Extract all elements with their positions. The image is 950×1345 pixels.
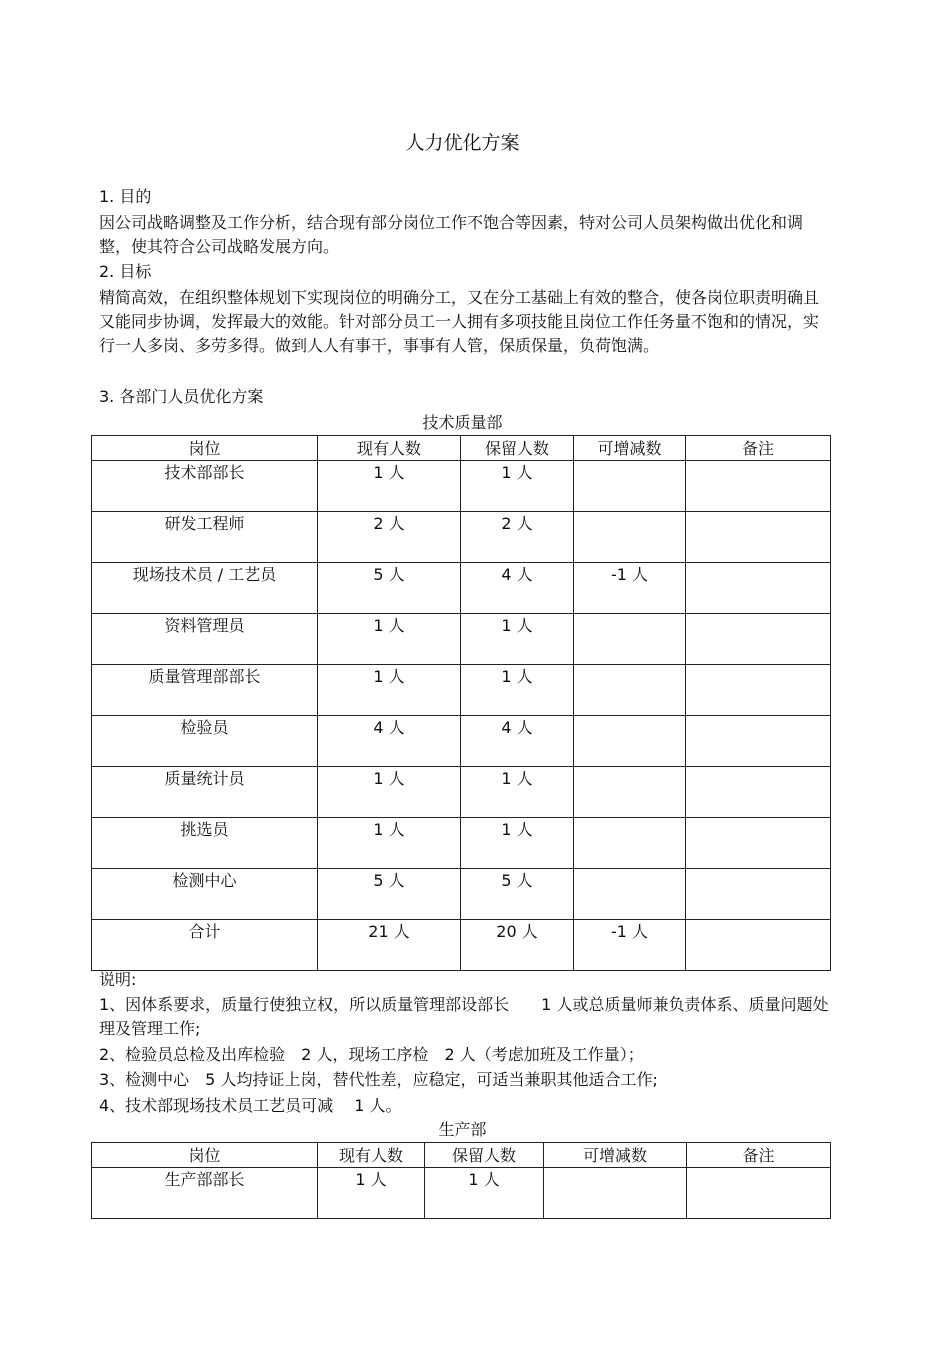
cell-current: 5 人: [318, 563, 461, 614]
cell-change: -1 人: [574, 563, 686, 614]
cell-remarks: [686, 614, 831, 665]
cell-change: [544, 1168, 687, 1219]
cell-retained: 5 人: [461, 869, 574, 920]
section-2-heading: 2. 目标: [99, 262, 152, 281]
cell-post: 质量统计员: [92, 767, 318, 818]
notes-label: 说明:: [99, 970, 137, 989]
cell-remarks: [687, 1168, 831, 1219]
cell-post: 合计: [92, 920, 318, 971]
table-row: [92, 869, 831, 920]
cell-current: 1 人: [318, 767, 461, 818]
cell-remarks: [686, 563, 831, 614]
header-retained: 保留人数: [461, 436, 574, 461]
cell-post: 质量管理部部长: [92, 665, 318, 716]
cell-post: 技术部部长: [92, 461, 318, 512]
page-title: 人力优化方案: [405, 132, 520, 154]
cell-remarks: [686, 512, 831, 563]
cell-current: 1 人: [318, 818, 461, 869]
cell-retained: 20 人: [461, 920, 574, 971]
table-row: [92, 1168, 831, 1219]
cell-change: [574, 461, 686, 512]
cell-change: [574, 767, 686, 818]
cell-current: 1 人: [318, 461, 461, 512]
table-header-row: [92, 436, 831, 461]
cell-remarks: [686, 818, 831, 869]
header-post: 岗位: [92, 1143, 318, 1168]
table-row: [92, 665, 831, 716]
section-1-heading: 1. 目的: [99, 187, 152, 206]
cell-current: 21 人: [318, 920, 461, 971]
header-remarks: 备注: [687, 1143, 831, 1168]
note-3: 3、检测中心 5 人均持证上岗，替代性差，应稳定，可适当兼职其他适合工作;: [99, 1070, 658, 1089]
cell-remarks: [686, 869, 831, 920]
note-1: 1、因体系要求，质量行使独立权，所以质量管理部设部长 1 人或总质量师兼负责体系、质量问题处理及管理工作;: [99, 995, 829, 1038]
cell-retained: 4 人: [461, 716, 574, 767]
table-row: [92, 818, 831, 869]
prod-dept-table: [91, 1142, 831, 1219]
table-row: [92, 512, 831, 563]
cell-post: 资料管理员: [92, 614, 318, 665]
table-row: [92, 716, 831, 767]
cell-retained: 4 人: [461, 563, 574, 614]
cell-change: [574, 716, 686, 767]
cell-remarks: [686, 665, 831, 716]
header-current: 现有人数: [318, 1143, 425, 1168]
cell-current: 2 人: [318, 512, 461, 563]
section-2-body: 精简高效，在组织整体规划下实现岗位的明确分工，又在分工基础上有效的整合，使各岗位职责明确且又能同步协调，发挥最大的效能。针对部分员工一人拥有多项技能且岗位工作任务量不饱和的情况，实行一人多岗、多劳多得。做到人人有事干，事事有人管，保质保量，负荷饱满。: [99, 288, 820, 355]
tech-dept-table: [91, 435, 831, 971]
cell-retained: 1 人: [461, 461, 574, 512]
section-3-heading: 3. 各部门人员优化方案: [99, 387, 264, 406]
cell-current: 5 人: [318, 869, 461, 920]
cell-current: 1 人: [318, 665, 461, 716]
cell-remarks: [686, 767, 831, 818]
cell-post: 现场技术员 / 工艺员: [92, 563, 318, 614]
cell-change: -1 人: [574, 920, 686, 971]
cell-post: 检测中心: [92, 869, 318, 920]
cell-post: 研发工程师: [92, 512, 318, 563]
header-current: 现有人数: [318, 436, 461, 461]
cell-remarks: [686, 716, 831, 767]
cell-change: [574, 818, 686, 869]
cell-current: 1 人: [318, 1168, 425, 1219]
tech-dept-caption: 技术质量部: [422, 413, 503, 432]
cell-post: 检验员: [92, 716, 318, 767]
cell-change: [574, 665, 686, 716]
cell-change: [574, 614, 686, 665]
cell-change: [574, 512, 686, 563]
header-retained: 保留人数: [425, 1143, 544, 1168]
cell-post: 挑选员: [92, 818, 318, 869]
table-header-row: [92, 1143, 831, 1168]
table-row: [92, 563, 831, 614]
table-row: [92, 614, 831, 665]
header-post: 岗位: [92, 436, 318, 461]
cell-post: 生产部部长: [92, 1168, 318, 1219]
prod-dept-caption: 生产部: [438, 1120, 487, 1139]
header-change: 可增减数: [574, 436, 686, 461]
table-row: [92, 767, 831, 818]
cell-retained: 1 人: [461, 665, 574, 716]
table-row: [92, 920, 831, 971]
header-remarks: 备注: [686, 436, 831, 461]
section-1-body: 因公司战略调整及工作分析，结合现有部分岗位工作不饱合等因素，特对公司人员架构做出优化和调整，使其符合公司战略发展方向。: [99, 213, 804, 256]
header-change: 可增减数: [544, 1143, 687, 1168]
cell-retained: 1 人: [425, 1168, 544, 1219]
cell-remarks: [686, 920, 831, 971]
cell-current: 1 人: [318, 614, 461, 665]
cell-retained: 1 人: [461, 614, 574, 665]
note-2: 2、检验员总检及出库检验 2 人，现场工序检 2 人（考虑加班及工作量）；: [99, 1045, 644, 1064]
cell-retained: 1 人: [461, 767, 574, 818]
cell-retained: 1 人: [461, 818, 574, 869]
cell-current: 4 人: [318, 716, 461, 767]
note-4: 4、技术部现场技术员工艺员可减 1 人。: [99, 1096, 402, 1115]
table-row: [92, 461, 831, 512]
cell-retained: 2 人: [461, 512, 574, 563]
cell-remarks: [686, 461, 831, 512]
cell-change: [574, 869, 686, 920]
